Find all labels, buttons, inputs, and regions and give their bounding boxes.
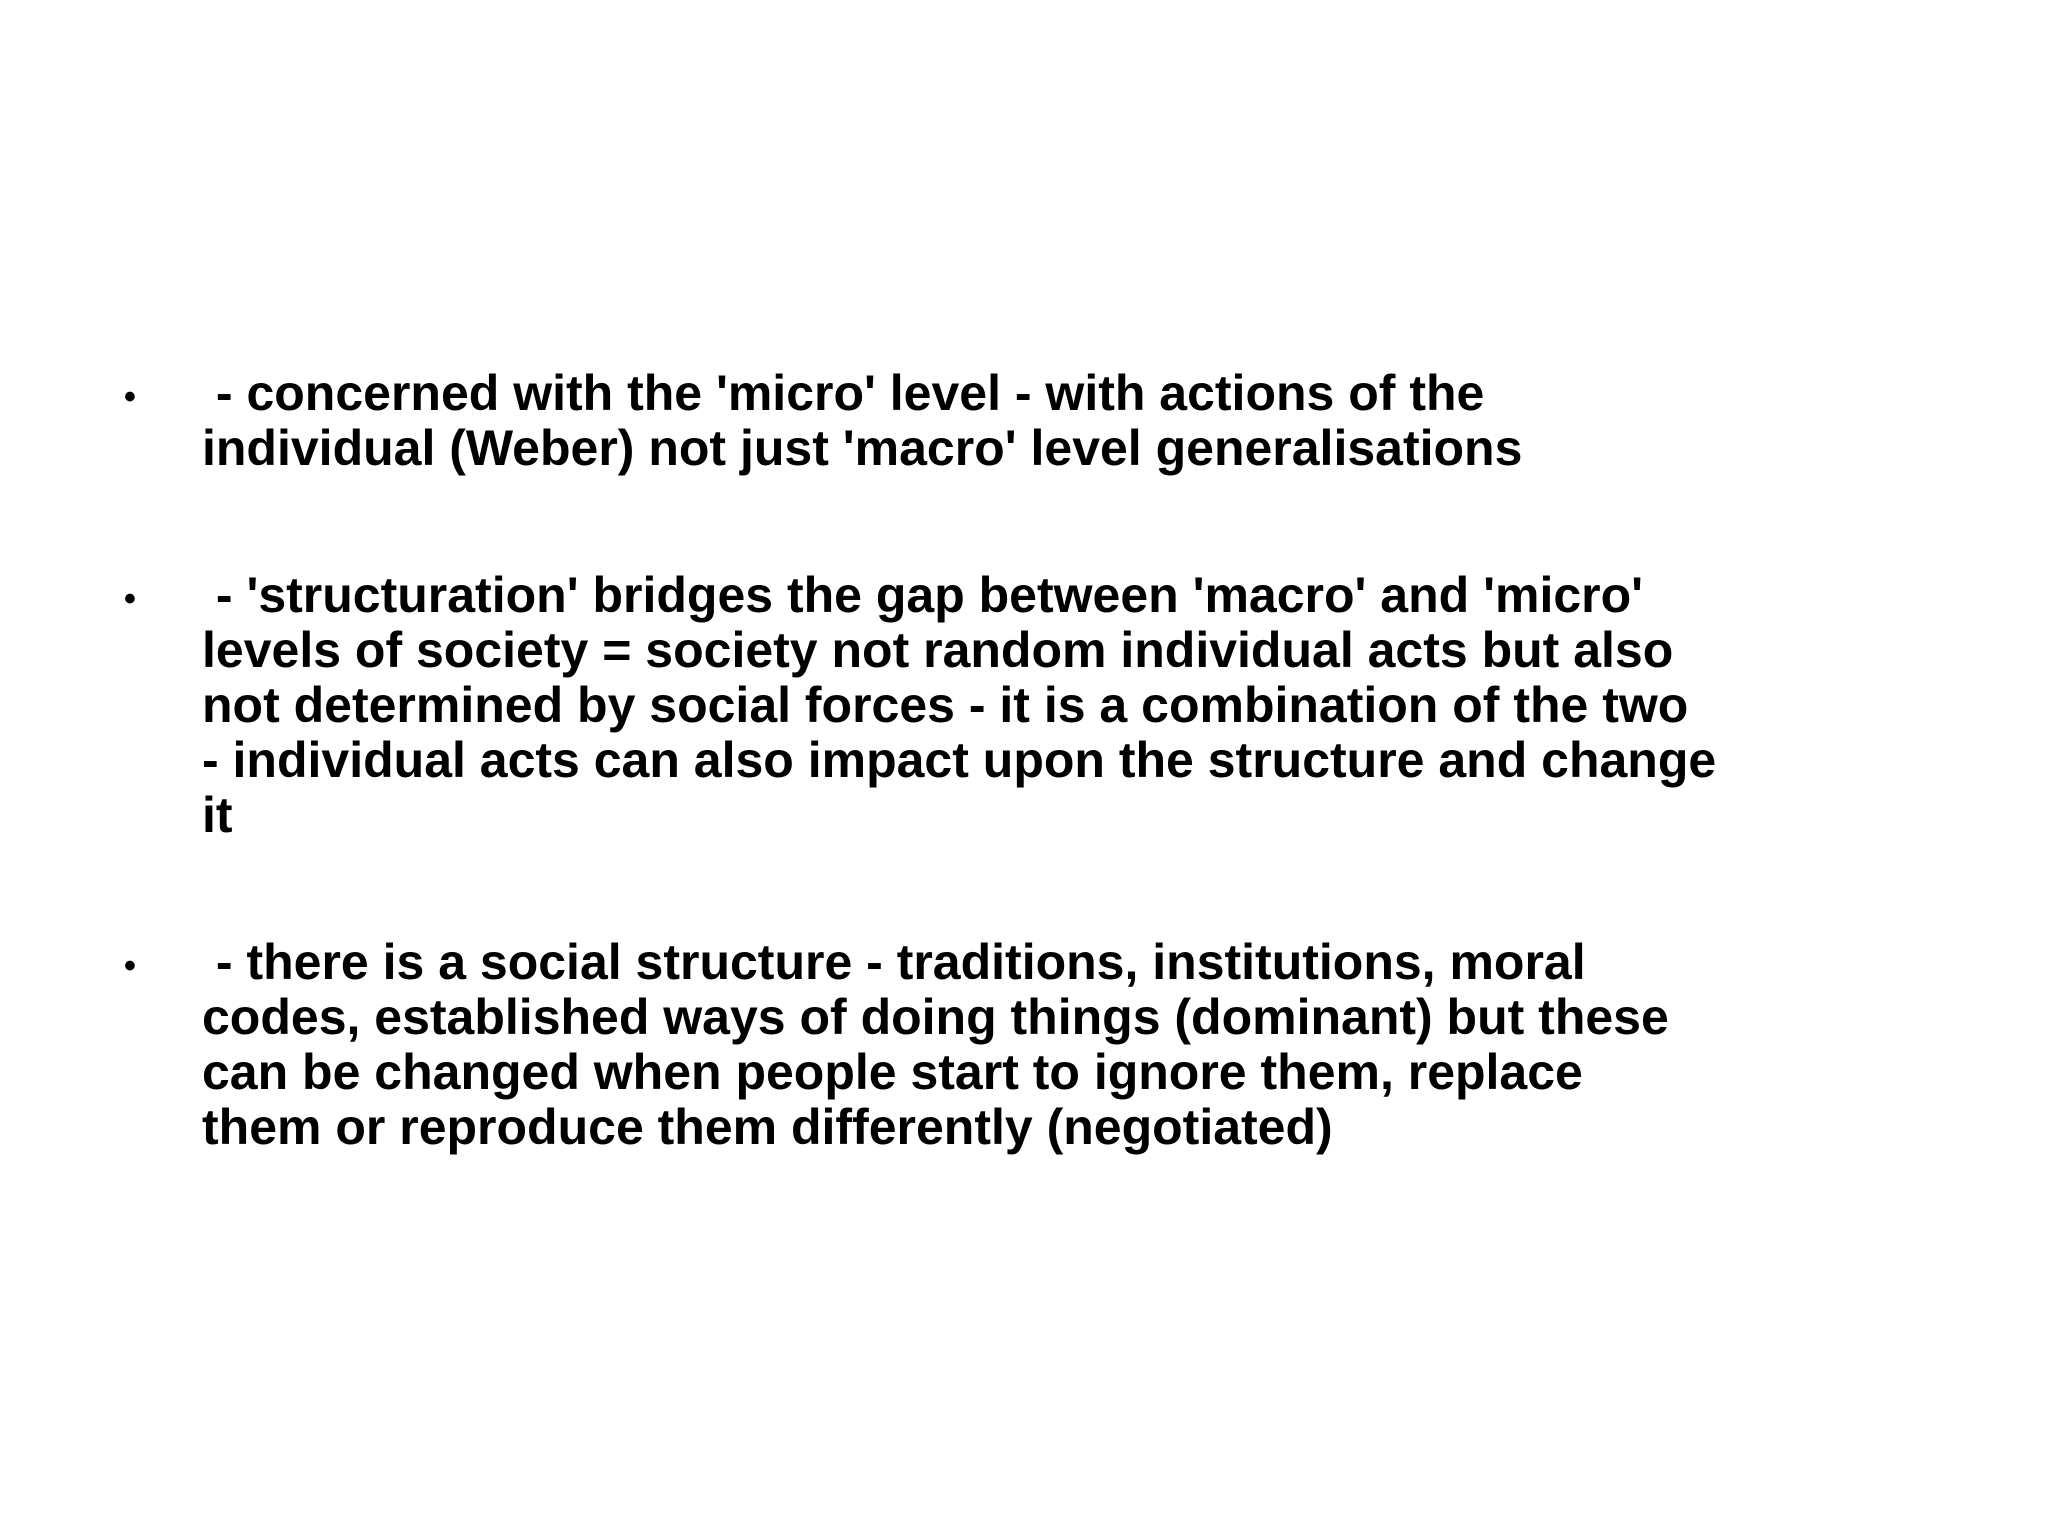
bullet-text: - there is a social structure - traditions, institutions, moral codes, established ways of doing things (dominant) but these can be changed when people start to ignore them, replace them or reproduce them differently (negotiated): [202, 934, 1669, 1155]
bullet-text: - 'structuration' bridges the gap between 'macro' and 'micro' levels of society = society not random individual acts but also not determined by social forces - it is a combination of the two - individual acts can also impact upon the structure and change it: [202, 567, 1717, 843]
bullet-list: [118, 366, 2018, 1155]
bullet-item-micro-level: [118, 366, 2018, 476]
bullet-icon: •: [124, 378, 136, 416]
bullet-icon: •: [124, 580, 136, 618]
bullet-item-structuration: [118, 568, 2018, 843]
bullet-icon: •: [124, 947, 136, 985]
bullet-item-social-structure: [118, 935, 2018, 1155]
bullet-text: - concerned with the 'micro' level - with actions of the individual (Weber) not just 'macro' level generalisations: [202, 365, 1523, 476]
